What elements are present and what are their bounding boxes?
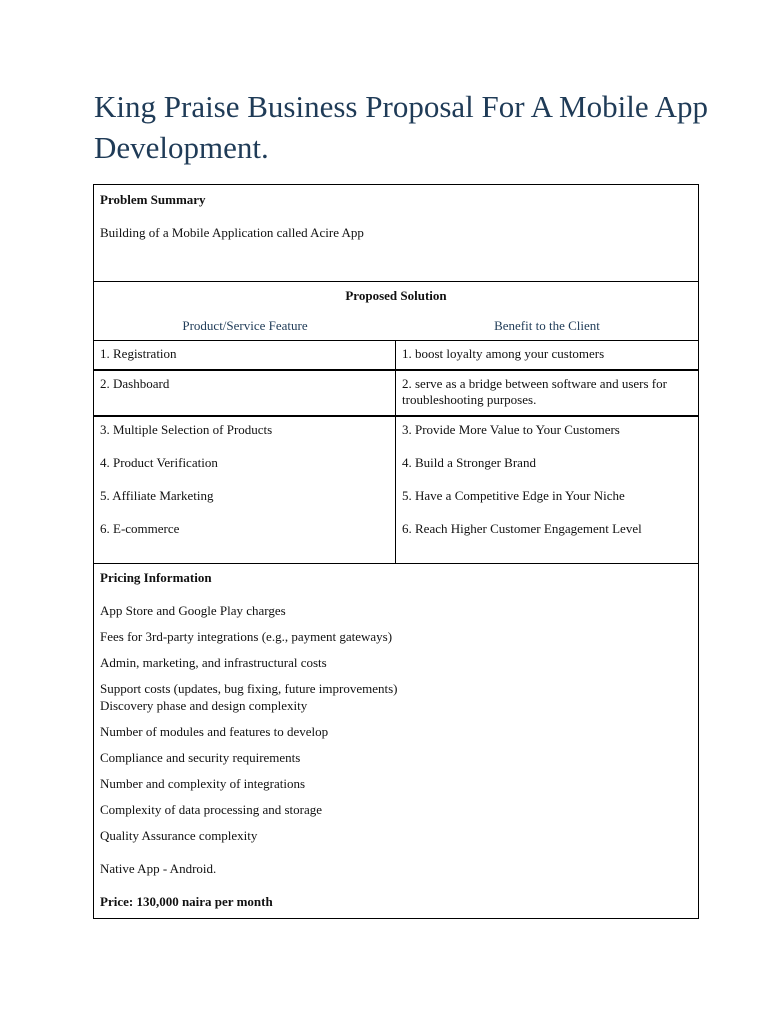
pricing-item: App Store and Google Play charges bbox=[100, 603, 286, 618]
feature-item: 5. Affiliate Marketing bbox=[100, 488, 214, 503]
pricing-item: Fees for 3rd-party integrations (e.g., payment gateways) bbox=[100, 629, 393, 644]
feature-item: 6. E-commerce bbox=[100, 521, 180, 536]
pricing-item: Quality Assurance complexity bbox=[100, 828, 258, 843]
proposal-table bbox=[93, 184, 699, 919]
feature-item: 3. Multiple Selection of Products bbox=[100, 422, 273, 437]
pricing-item: Compliance and security requirements bbox=[100, 750, 301, 765]
feature-cell-group bbox=[94, 417, 396, 563]
page-title: King Praise Business Proposal For A Mobile App Development. bbox=[94, 89, 709, 165]
pricing-item: Support costs (updates, bug fixing, future improvements) bbox=[100, 681, 398, 696]
feature-item: 4. Product Verification bbox=[100, 455, 218, 470]
pricing-heading: Pricing Information bbox=[100, 570, 212, 585]
proposed-solution-heading: Proposed Solution bbox=[345, 288, 447, 303]
pricing-section bbox=[94, 564, 698, 918]
benefit-cell-group bbox=[396, 417, 698, 563]
pricing-item: Complexity of data processing and storage bbox=[100, 802, 323, 817]
pricing-item: Native App - Android. bbox=[100, 861, 217, 876]
benefit-column-header: Benefit to the Client bbox=[494, 318, 600, 333]
table-row bbox=[94, 371, 698, 417]
feature-cell: 2. Dashboard bbox=[94, 371, 396, 415]
problem-summary-section bbox=[94, 185, 698, 282]
benefit-cell: 1. boost loyalty among your customers bbox=[402, 346, 605, 361]
table-row bbox=[94, 417, 698, 564]
benefit-cell: 2. serve as a bridge between software and users for troubleshooting purposes. bbox=[402, 376, 667, 407]
pricing-item: Discovery phase and design complexity bbox=[100, 698, 308, 713]
proposed-solution-section bbox=[94, 282, 698, 341]
problem-summary-text: Building of a Mobile Application called Acire App bbox=[100, 225, 364, 240]
table-row bbox=[94, 341, 698, 371]
solution-column-headers bbox=[94, 318, 698, 334]
benefit-item: 6. Reach Higher Customer Engagement Level bbox=[402, 521, 642, 536]
price-text: Price: 130,000 naira per month bbox=[100, 894, 273, 909]
pricing-item: Number of modules and features to develop bbox=[100, 724, 329, 739]
pricing-item: Number and complexity of integrations bbox=[100, 776, 306, 791]
feature-column-header: Product/Service Feature bbox=[182, 318, 308, 333]
benefit-item: 5. Have a Competitive Edge in Your Niche bbox=[402, 488, 625, 503]
benefit-item: 4. Build a Stronger Brand bbox=[402, 455, 536, 470]
problem-summary-heading: Problem Summary bbox=[100, 192, 206, 207]
pricing-item: Admin, marketing, and infrastructural costs bbox=[100, 655, 327, 670]
benefit-item: 3. Provide More Value to Your Customers bbox=[402, 422, 620, 437]
feature-cell: 1. Registration bbox=[94, 341, 396, 369]
